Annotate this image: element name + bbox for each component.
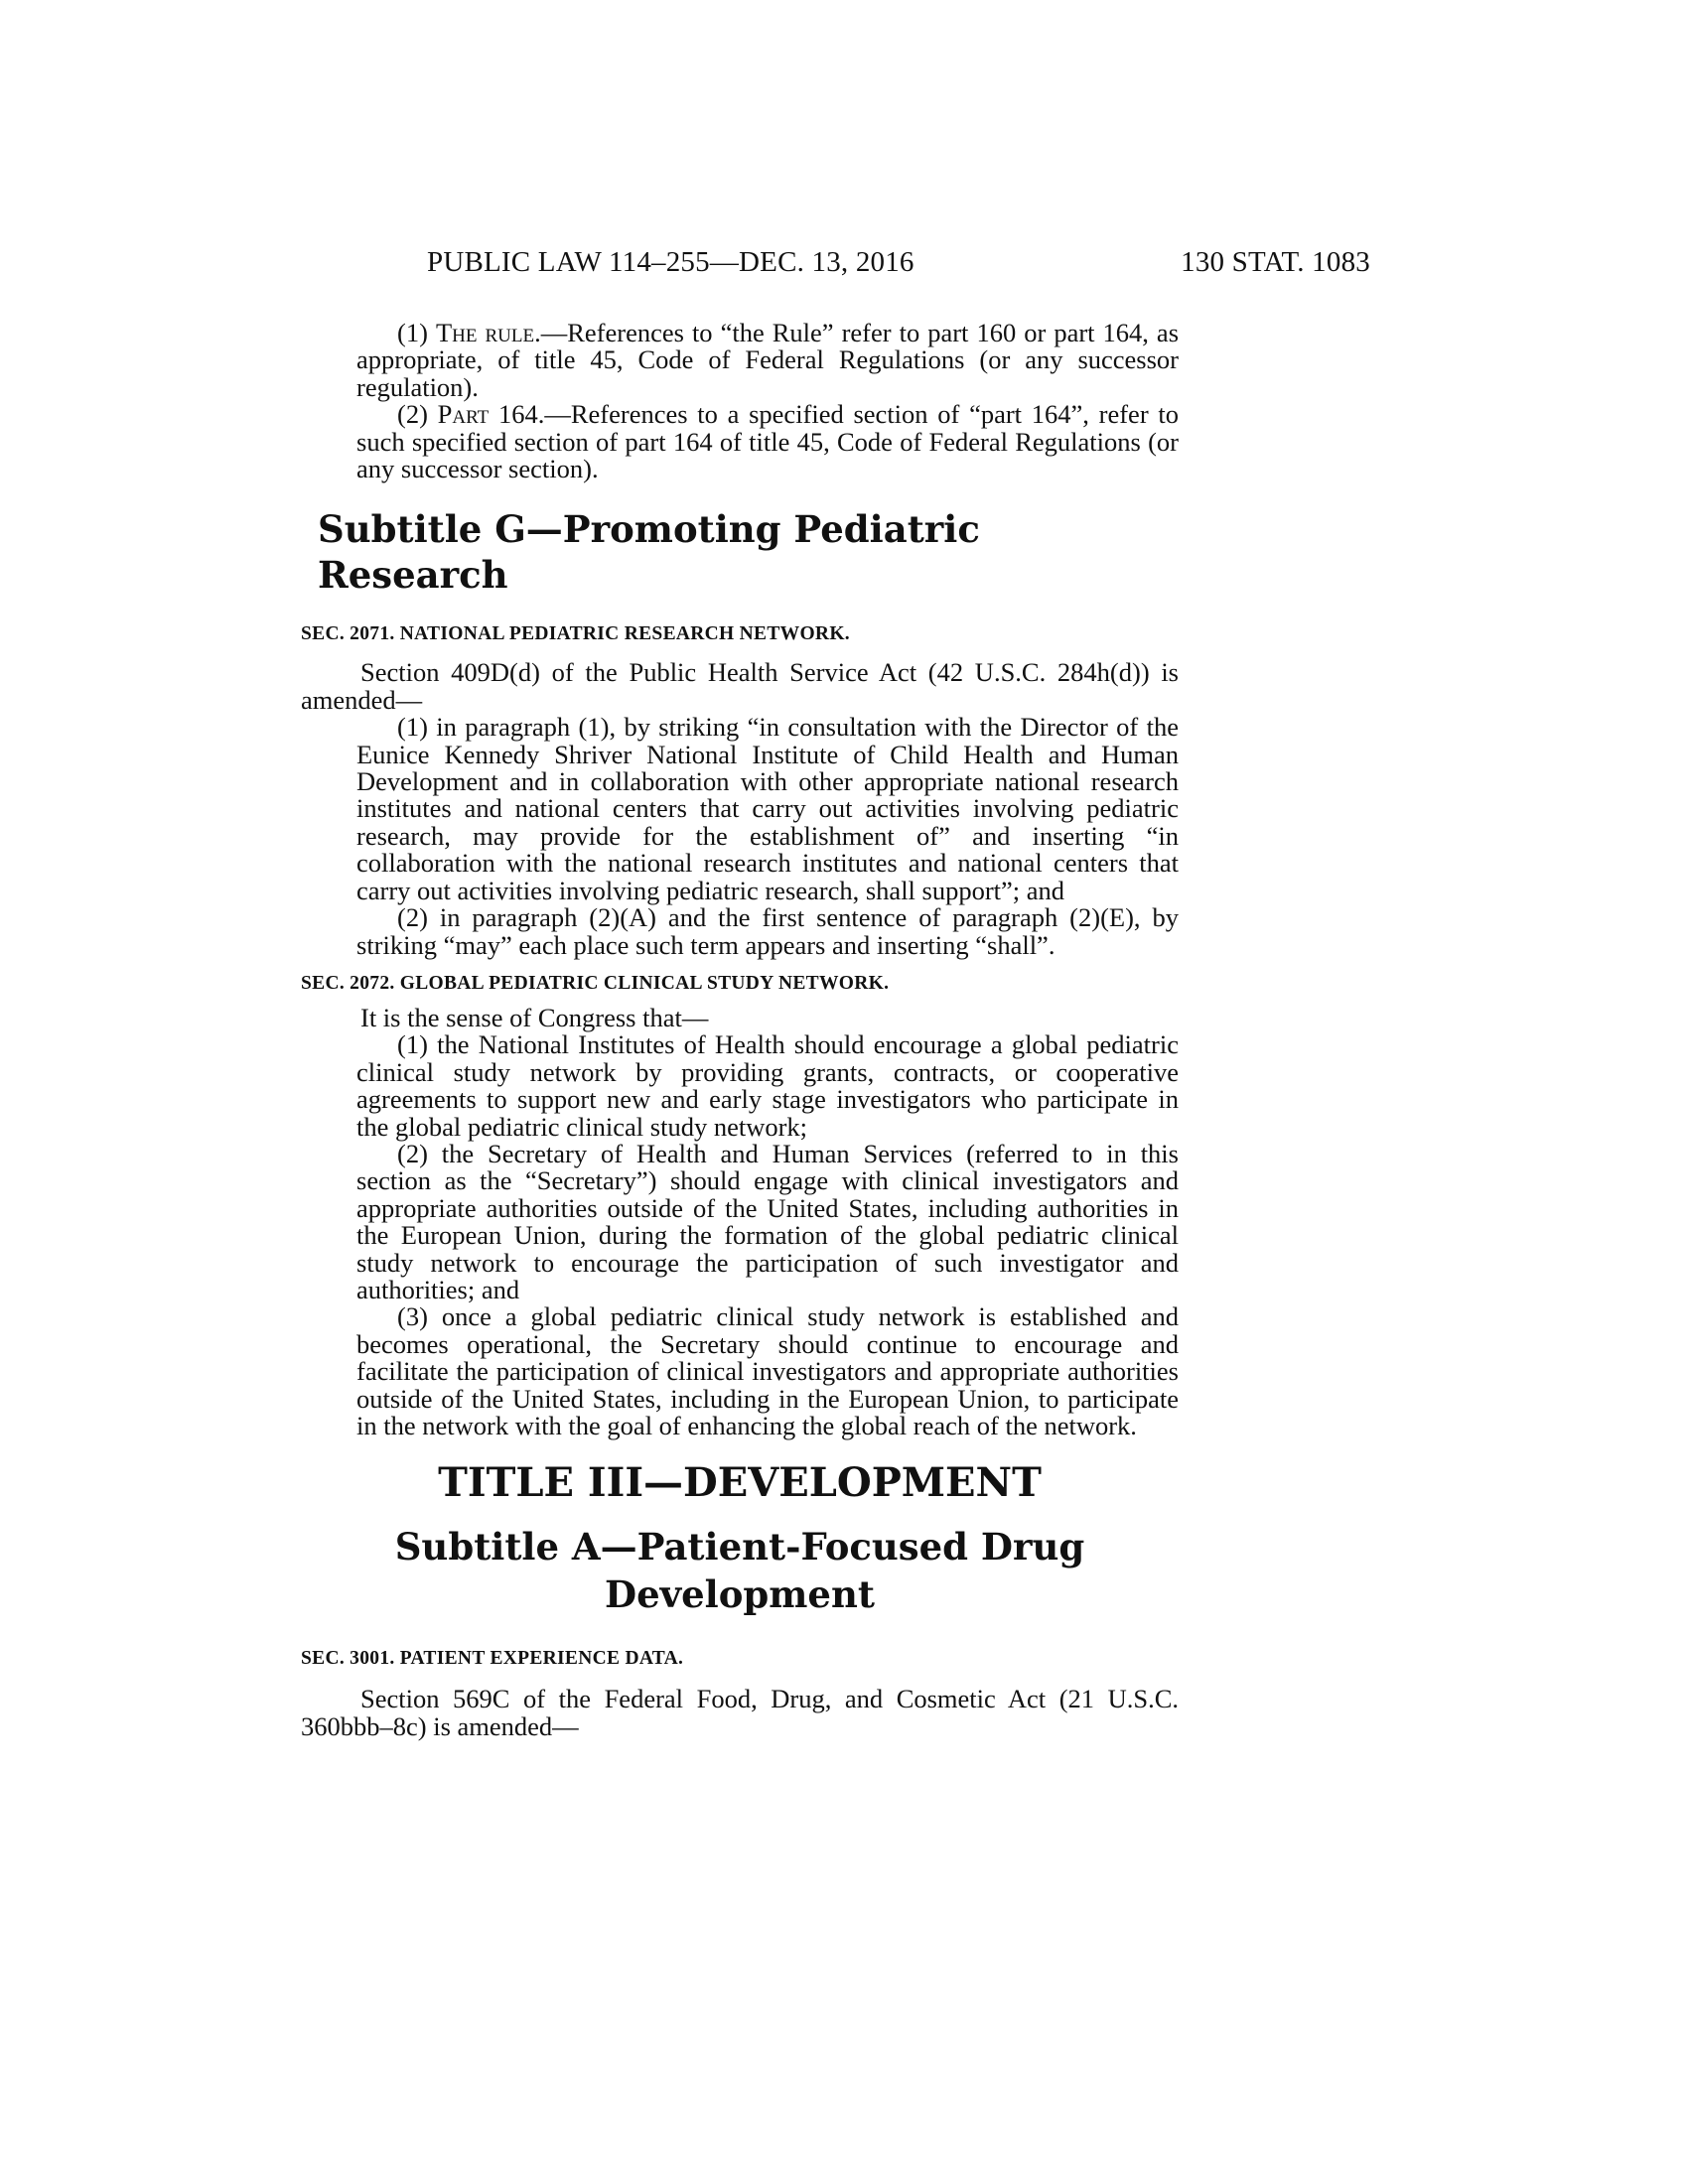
- section-2072-intro: It is the sense of Congress that—: [360, 1002, 709, 1032]
- section-2072-heading: SEC. 2072. GLOBAL PEDIATRIC CLINICAL STUDY NETWORK.: [301, 972, 890, 994]
- section-2071-heading: SEC. 2071. NATIONAL PEDIATRIC RESEARCH NETWORK.: [301, 623, 850, 645]
- statute-page-number: 130 STAT. 1083: [1181, 246, 1370, 278]
- definition-number: (1): [397, 318, 428, 347]
- subtitle-a-line-1: Subtitle A—Patient-Focused Drug: [394, 1525, 1085, 1570]
- text-column: [301, 320, 1179, 1740]
- section-2071-item-1: (1) in paragraph (1), by striking “in consultation with the Director of the Eunice Kennedy Shriver National Institute of Child Health and Human Development and in collaboration with other appropriate national research institutes and national centers that carry out activities involving pediatric research, may provide for the establishment of” and inserting “in collaboration with the national research institutes and national centers that carry out activities involving pediatric research, shall support”; and: [356, 712, 1179, 905]
- definition-number: (2): [397, 399, 428, 430]
- subtitle-a-heading: [301, 1523, 1179, 1618]
- definition-heading: The rule: [435, 318, 535, 347]
- definition-text: .—References to a specified section of “part 164”, refer to such specified section of part 164 of title 45, Code of Federal Regulations (or any successor section).: [356, 399, 1179, 484]
- subtitle-a-line-2: Development: [605, 1572, 875, 1617]
- public-law-citation: PUBLIC LAW 114–255—DEC. 13, 2016: [427, 246, 914, 278]
- definition-the-rule: [301, 320, 1179, 401]
- section-2072-item-2: (2) the Secretary of Health and Human Services (referred to in this section as the “Secretary”) should engage with clinical investigators and appropriate authorities outside of the United States, including authorities in the European Union, during the formation of the global pediatric clinical study network to encourage the participation of such investigator and authorities; and: [356, 1138, 1179, 1304]
- definition-text: .—References to “the Rule” refer to part 160 or part 164, as appropriate, of title 45, Code of Federal Regulations (or any successor regulation).: [356, 318, 1180, 402]
- definition-heading: Part 164: [437, 399, 538, 430]
- section-2072-item-3: (3) once a global pediatric clinical study network is established and becomes operational, the Secretary should continue to encourage and facilitate the participation of clinical investigators and appropriate authorities outside of the United States, including in the European Union, to participate in the network with the goal of enhancing the global reach of the network.: [356, 1301, 1179, 1440]
- section-2071-item-2: (2) in paragraph (2)(A) and the first sentence of paragraph (2)(E), by striking “may” each place such term appears and inserting “shall”.: [356, 902, 1179, 960]
- title-iii-heading: TITLE III—DEVELOPMENT: [438, 1459, 1042, 1507]
- section-2072-item-1: (1) the National Institutes of Health should encourage a global pediatric clinical study network by providing grants, contracts, or cooperative agreements to support new and early stage investigators who participate in the global pediatric clinical study network;: [356, 1029, 1179, 1142]
- definition-part-164: [301, 401, 1179, 482]
- page-header: [427, 246, 1370, 286]
- section-3001-heading: SEC. 3001. PATIENT EXPERIENCE DATA.: [301, 1648, 684, 1670]
- subtitle-g-heading: Subtitle G—Promoting Pediatric Research: [318, 507, 980, 598]
- section-2071-intro: Section 409D(d) of the Public Health Service Act (42 U.S.C. 284h(d)) is amended—: [301, 657, 1179, 715]
- section-3001-intro: Section 569C of the Federal Food, Drug, and Cosmetic Act (21 U.S.C. 360bbb–8c) is amended—: [301, 1684, 1179, 1741]
